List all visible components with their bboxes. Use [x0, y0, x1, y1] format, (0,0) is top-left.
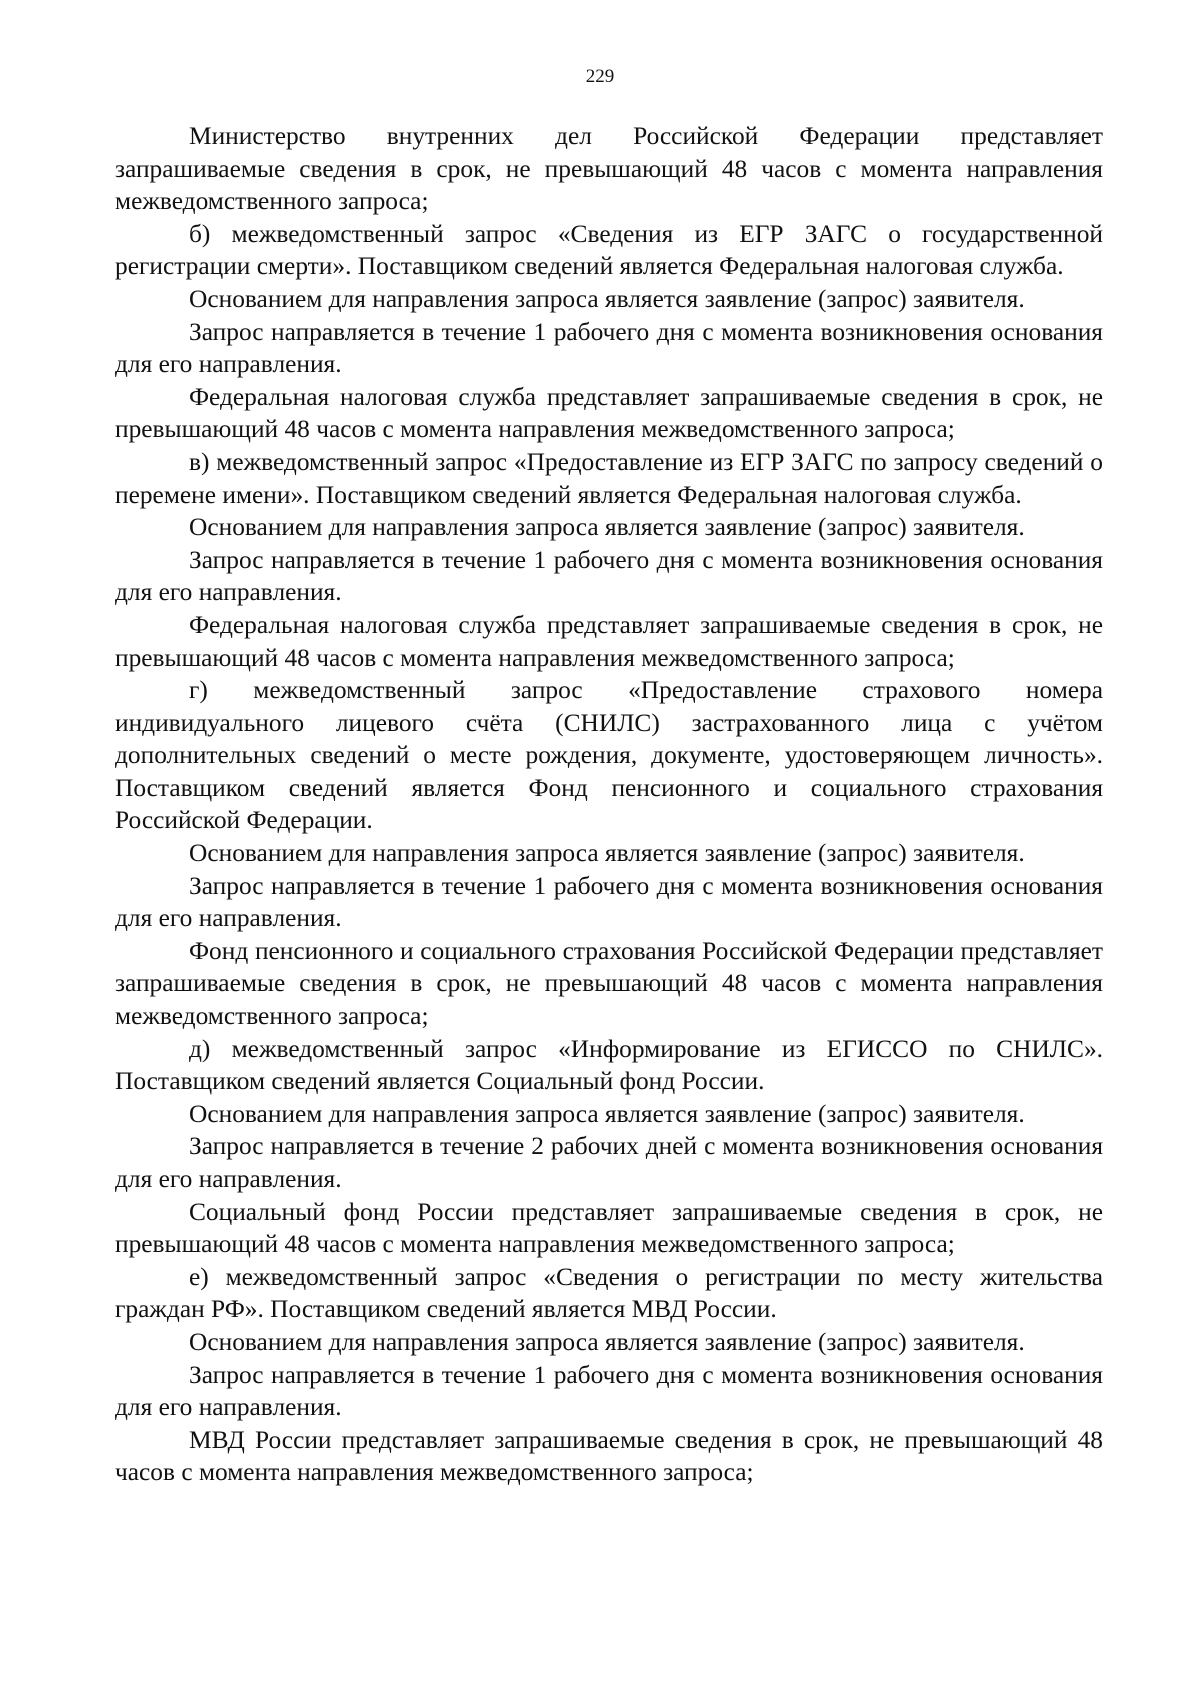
document-body: [115, 120, 1103, 1489]
paragraph: Запрос направляется в течение 1 рабочего дня с момента возникновения основания для его направления.: [115, 871, 1103, 933]
paragraph: Запрос направляется в течение 2 рабочих дней с момента возникновения основания для его направления.: [115, 1132, 1103, 1193]
paragraph: д) межведомственный запрос «Информирование из ЕГИССО по СНИЛС». Поставщиком сведений является Социальный фонд России.: [115, 1034, 1103, 1096]
paragraph: Министерство внутренних дел Российской Федерации представляет запрашиваемые сведения в срок, не превышающий 48 часов с момента направления межведомственного запроса;: [115, 122, 1103, 216]
paragraph: Запрос направляется в течение 1 рабочего дня с момента возникновения основания для его направления.: [115, 317, 1103, 379]
paragraph: Запрос направляется в течение 1 рабочего дня с момента возникновения основания для его направления.: [115, 545, 1103, 607]
paragraph: Фонд пенсионного и социального страхования Российской Федерации представляет запрашиваемые сведения в срок, не превышающий 48 часов с момента направления межведомственного запроса;: [115, 936, 1103, 1031]
paragraph: Социальный фонд России представляет запрашиваемые сведения в срок, не превышающий 48 часов с момента направления межведомственного запроса;: [115, 1197, 1103, 1259]
paragraph: г) межведомственный запрос «Предоставление страхового номера индивидуального лицевого счёта (СНИЛС) застрахованного лица с учётом дополнительных сведений о месте рождения, документе, удостоверяющем личность». Поставщиком сведений является Фонд пенсионного и социального страхования Российской Федерации.: [115, 676, 1103, 835]
paragraph: Федеральная налоговая служба представляет запрашиваемые сведения в срок, не превышающий 48 часов с момента направления межведомственного запроса;: [115, 382, 1103, 444]
paragraph: в) межведомственный запрос «Предоставление из ЕГР ЗАГС по запросу сведений о перемене имени». Поставщиком сведений является Федеральная налоговая служба.: [115, 447, 1103, 509]
paragraph: Запрос направляется в течение 1 рабочего дня с момента возникновения основания для его направления.: [115, 1360, 1103, 1422]
paragraph: Федеральная налоговая служба представляет запрашиваемые сведения в срок, не превышающий 48 часов с момента направления межведомственного запроса;: [115, 610, 1103, 672]
paragraph: Основанием для направления запроса является заявление (запрос) заявителя.: [189, 513, 1025, 542]
paragraph: МВД России представляет запрашиваемые сведения в срок, не превышающий 48 часов с момента направления межведомственного запроса;: [115, 1425, 1103, 1487]
paragraph: Основанием для направления запроса является заявление (запрос) заявителя.: [189, 1099, 1025, 1128]
paragraph: Основанием для направления запроса является заявление (запрос) заявителя.: [189, 839, 1025, 868]
paragraph: б) межведомственный запрос «Сведения из ЕГР ЗАГС о государственной регистрации смерти». Поставщиком сведений является Федеральная налоговая служба.: [115, 219, 1103, 281]
paragraph: Основанием для направления запроса является заявление (запрос) заявителя.: [189, 1327, 1025, 1356]
page-number: 229: [585, 66, 615, 87]
paragraph: е) межведомственный запрос «Сведения о регистрации по месту жительства граждан РФ». Поставщиком сведений является МВД России.: [115, 1262, 1103, 1324]
paragraph: Основанием для направления запроса является заявление (запрос) заявителя.: [189, 284, 1025, 313]
